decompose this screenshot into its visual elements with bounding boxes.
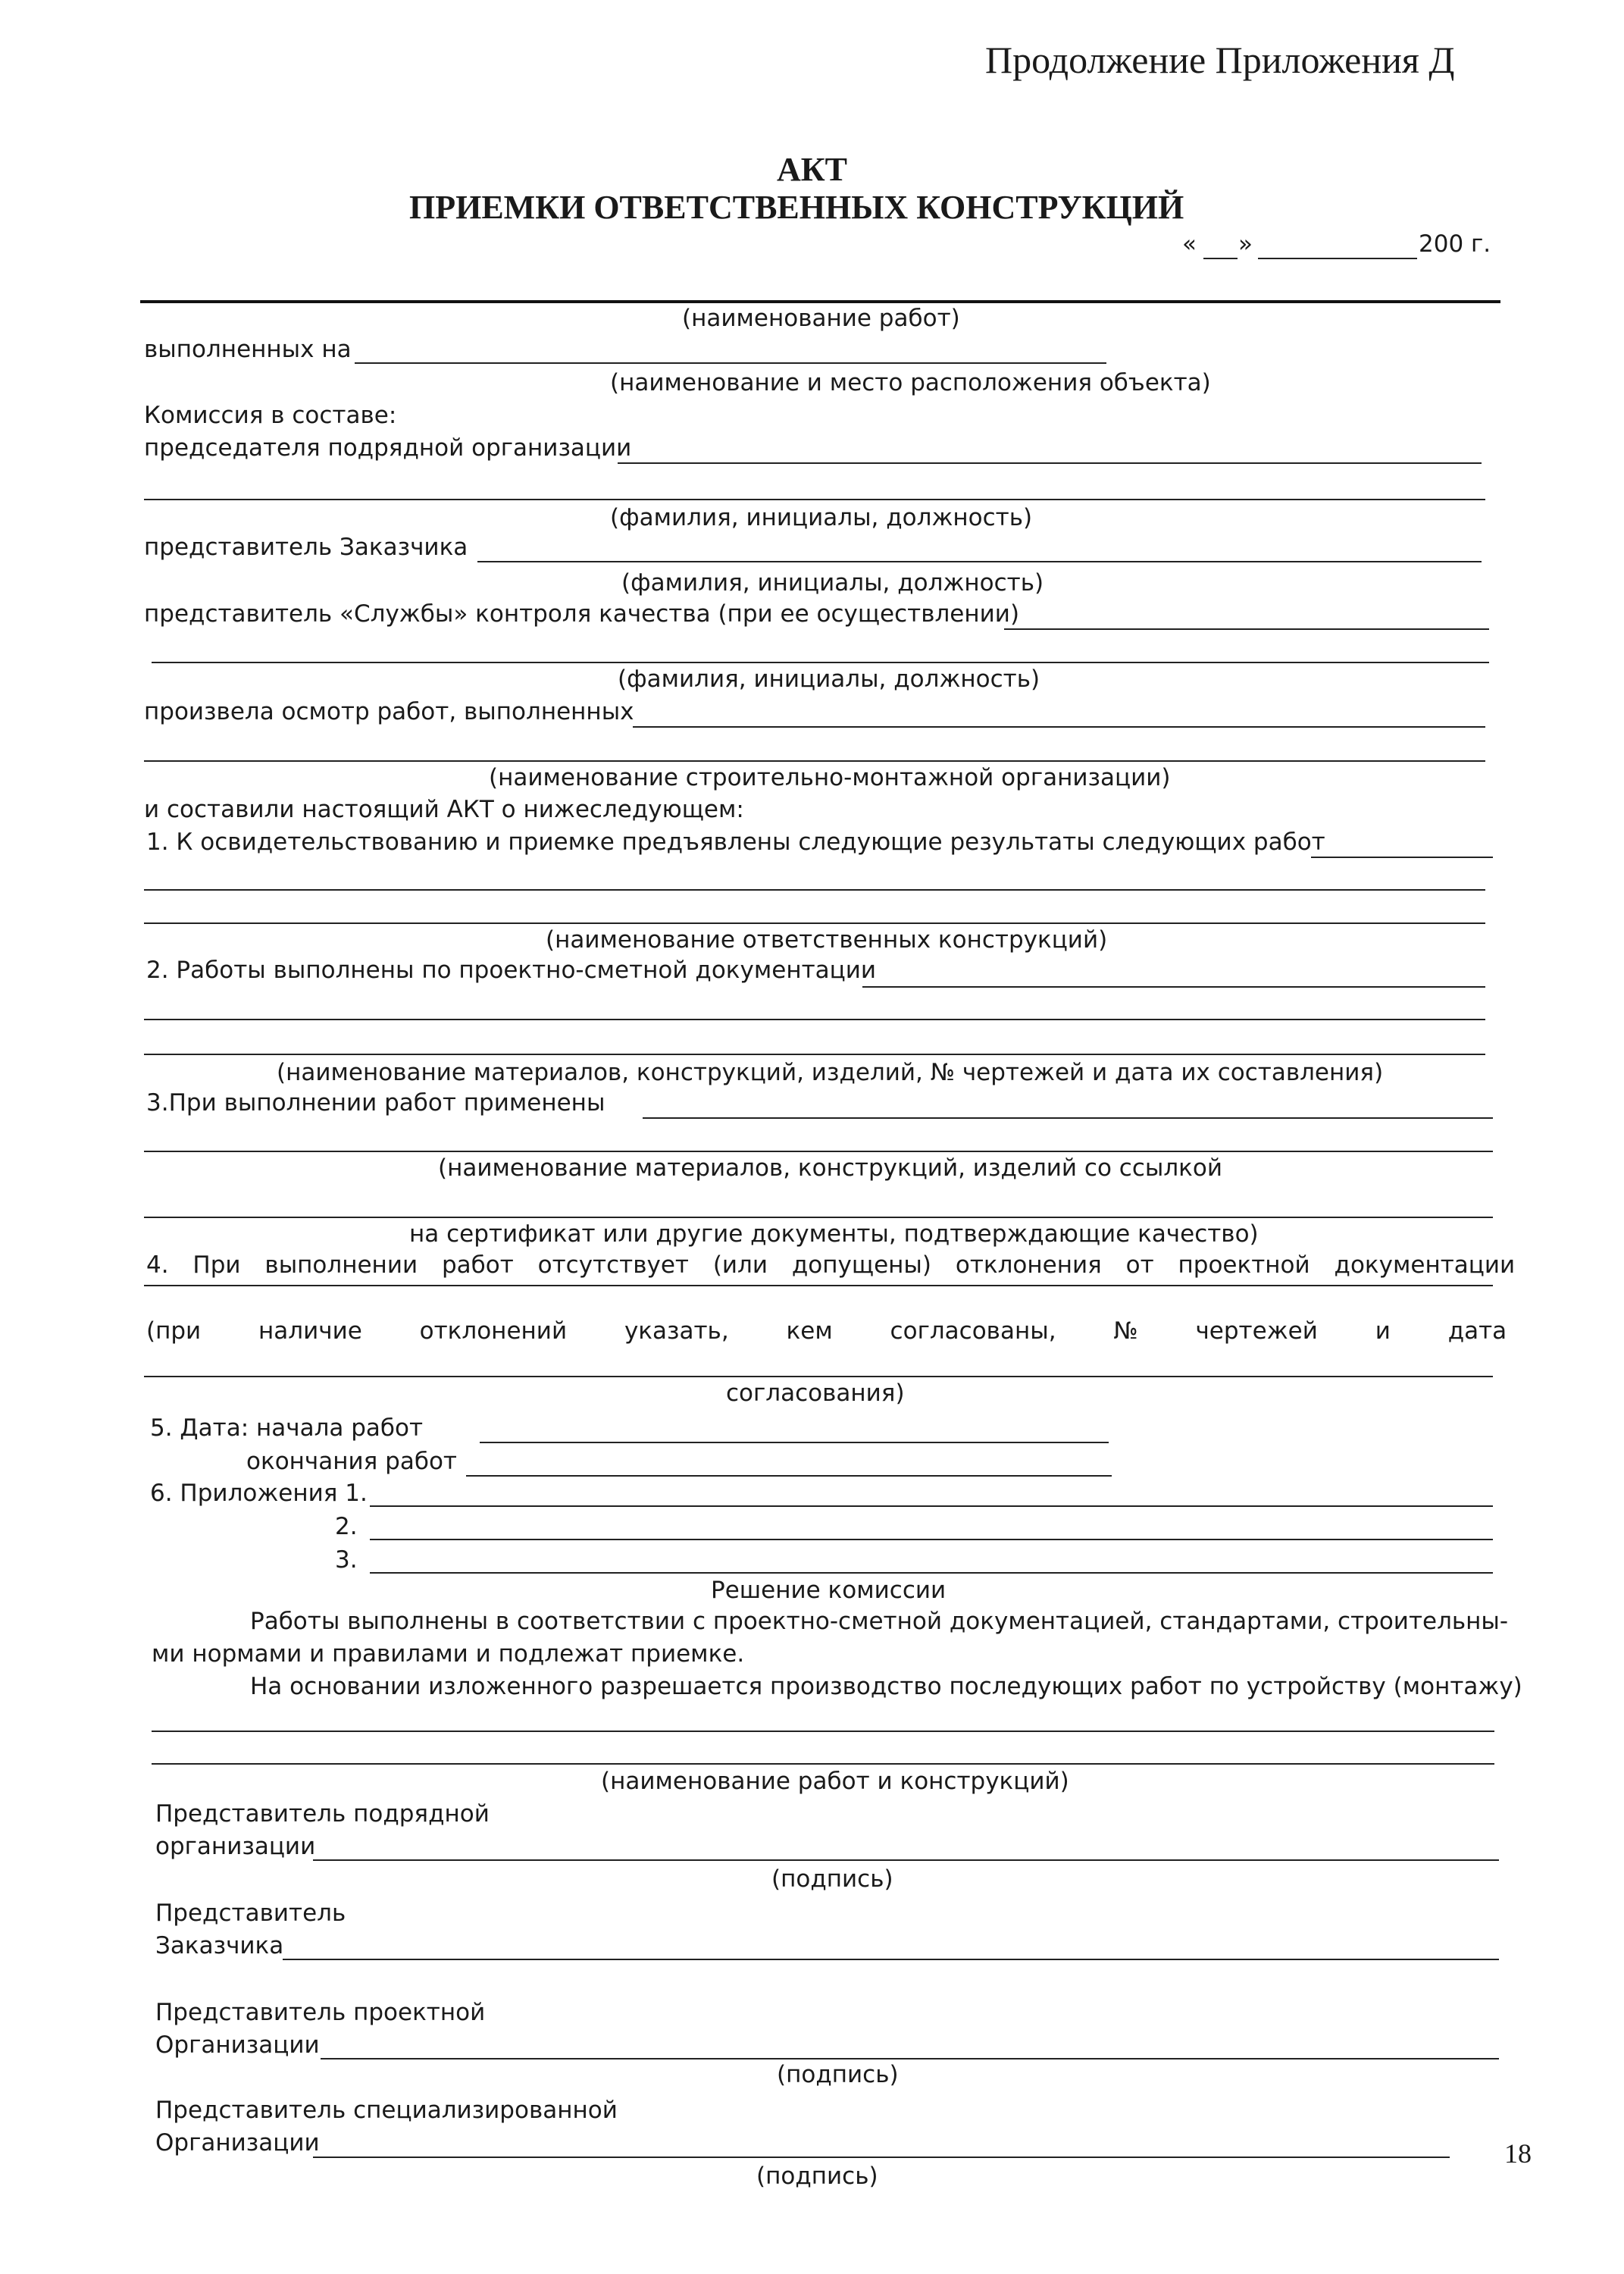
design-rep-line1: Представитель проектной <box>155 1999 486 2026</box>
item4-field[interactable] <box>144 1285 1493 1286</box>
subsequent-works-field-cont[interactable] <box>152 1763 1494 1765</box>
item6-3-label: 3. <box>335 1546 358 1574</box>
item1-label: 1. К освидетельствованию и приемке предъявлены следующие результаты следующих работ <box>146 828 1325 856</box>
customer-signature-field[interactable] <box>283 1959 1499 1960</box>
chairman-field[interactable] <box>618 462 1482 464</box>
person3-caption: (фамилия, инициалы, должность) <box>618 666 1040 693</box>
materials-ref-caption: (наименование материалов, конструкций, изделий со ссылкой <box>438 1154 1222 1182</box>
decision-para2: На основании изложенного разрешается производство последующих работ по устройству (монтажу) <box>250 1673 1522 1700</box>
quality-rep-label: представитель «Службы» контроля качества (при ее осуществлении) <box>144 600 1020 628</box>
item5-end-label: окончания работ <box>246 1448 457 1475</box>
item3-field-cont2[interactable] <box>144 1217 1493 1218</box>
quality-rep-field[interactable] <box>1004 628 1489 630</box>
materials-drawings-caption: (наименование материалов, конструкций, изделий, № чертежей и дата их составления) <box>277 1059 1384 1086</box>
decision-para1-line2: ми нормами и правилами и подлежат приемке. <box>152 1640 745 1668</box>
contractor-rep-line1: Представитель подрядной <box>155 1800 490 1828</box>
end-date-field[interactable] <box>466 1475 1112 1477</box>
special-rep-line1: Представитель специализированной <box>155 2097 618 2124</box>
work-name-caption: (наименование работ) <box>682 305 960 332</box>
chairman-label: председателя подрядной организации <box>144 434 632 462</box>
inspected-field[interactable] <box>633 726 1485 728</box>
doc-title-line2: ПРИЕМКИ ОТВЕТСТВЕННЫХ КОНСТРУКЦИЙ <box>409 189 1184 226</box>
date-day-field[interactable] <box>1203 258 1238 259</box>
item4-note: (при наличие отклонений указать, кем согласованы, № чертежей и дата <box>146 1317 1507 1345</box>
item4-label: 4. При выполнении работ отсутствует (или допущены) отклонения от проектной документации <box>146 1251 1516 1279</box>
date-month-field[interactable] <box>1258 258 1417 259</box>
works-structures-caption: (наименование работ и конструкций) <box>601 1768 1069 1795</box>
special-rep-line2: Организации <box>155 2129 320 2157</box>
certificate-caption: на сертификат или другие документы, подтверждающие качество) <box>409 1220 1259 1248</box>
inspected-field-cont[interactable] <box>144 760 1485 762</box>
work-name-field[interactable] <box>140 300 1500 303</box>
customer-rep-field[interactable] <box>477 561 1482 562</box>
contractor-signature-field[interactable] <box>313 1859 1499 1861</box>
item2-field[interactable] <box>862 986 1485 988</box>
compiled-label: и составили настоящий АКТ о нижеследующем: <box>144 796 744 823</box>
item3-field[interactable] <box>643 1117 1493 1119</box>
item1-field-cont1[interactable] <box>144 889 1485 891</box>
org-name-caption: (наименование строительно-монтажной организации) <box>489 764 1171 791</box>
decision-heading: Решение комиссии <box>711 1577 947 1604</box>
chairman-field-cont[interactable] <box>144 499 1485 500</box>
subsequent-works-field[interactable] <box>152 1731 1494 1732</box>
item1-field-cont2[interactable] <box>144 922 1485 924</box>
person2-caption: (фамилия, инициалы, должность) <box>621 569 1044 597</box>
item6-label: 6. Приложения 1. <box>150 1480 368 1507</box>
performed-on-label: выполненных на <box>144 336 352 363</box>
page-number: 18 <box>1504 2138 1532 2169</box>
signature2-caption: (подпись) <box>777 2061 899 2088</box>
person1-caption: (фамилия, инициалы, должность) <box>610 504 1033 531</box>
attachment3-field[interactable] <box>370 1572 1493 1574</box>
item3-label: 3.При выполнении работ применены <box>146 1089 605 1117</box>
structures-caption: (наименование ответственных конструкций) <box>546 926 1108 954</box>
object-field[interactable] <box>355 362 1106 364</box>
attachment2-field[interactable] <box>370 1539 1493 1540</box>
start-date-field[interactable] <box>480 1442 1109 1443</box>
design-signature-field[interactable] <box>321 2058 1499 2059</box>
customer-sign-line2: Заказчика <box>155 1932 284 1959</box>
attachment1-field[interactable] <box>370 1505 1493 1507</box>
customer-rep-label: представитель Заказчика <box>144 534 468 561</box>
item2-label: 2. Работы выполнены по проектно-сметной документации <box>146 957 877 984</box>
item4-field-cont[interactable] <box>144 1376 1493 1377</box>
quality-rep-field-cont[interactable] <box>152 662 1489 663</box>
signature1-caption: (подпись) <box>771 1865 893 1893</box>
continuation-header: Продолжение Приложения Д <box>985 39 1455 81</box>
item1-field[interactable] <box>1311 857 1493 858</box>
date-close-quote: » <box>1238 230 1253 258</box>
doc-title-line1: АКТ <box>776 151 848 188</box>
date-year: 200 г. <box>1419 230 1491 258</box>
special-signature-field[interactable] <box>313 2157 1450 2158</box>
commission-label: Комиссия в составе: <box>144 402 397 429</box>
contractor-rep-line2: организации <box>155 1833 316 1860</box>
approval-caption: согласования) <box>726 1380 905 1407</box>
customer-sign-line1: Представитель <box>155 1900 346 1927</box>
item5-label: 5. Дата: начала работ <box>150 1414 424 1442</box>
item6-2-label: 2. <box>335 1513 358 1540</box>
item2-field-cont1[interactable] <box>144 1019 1485 1020</box>
design-rep-line2: Организации <box>155 2031 320 2059</box>
date-open-quote: « <box>1182 230 1197 258</box>
item2-field-cont2[interactable] <box>144 1054 1485 1055</box>
signature3-caption: (подпись) <box>756 2163 878 2190</box>
decision-para1-line1: Работы выполнены в соответствии с проектно-сметной документацией, стандартами, строительны- <box>250 1608 1509 1635</box>
item3-field-cont1[interactable] <box>144 1151 1493 1152</box>
object-caption: (наименование и место расположения объекта) <box>610 369 1211 396</box>
inspected-label: произвела осмотр работ, выполненных <box>144 698 634 725</box>
